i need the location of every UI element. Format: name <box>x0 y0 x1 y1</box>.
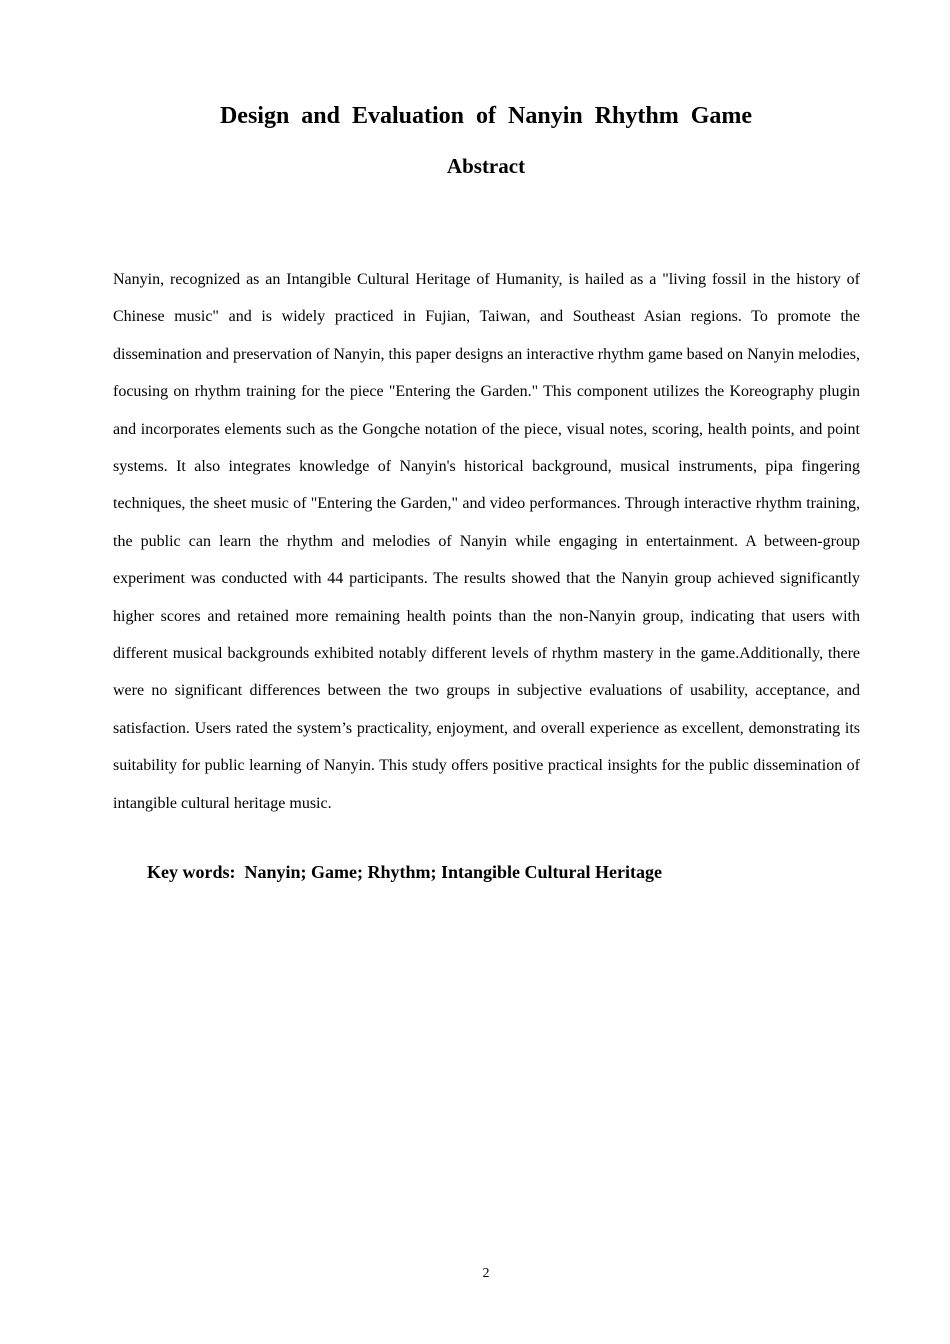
abstract-body: Nanyin, recognized as an Intangible Cultural Heritage of Humanity, is hailed as a "living fossil in the history of Chinese music" and is widely practiced in Fujian, Taiwan, and Southeast Asian regions. To promote the dissemination and preservation of Nanyin, this paper designs an interactive rhythm game based on Nanyin melodies, focusing on rhythm training for the piece "Entering the Garden." This component utilizes the Koreography plugin and incorporates elements such as the Gongche notation of the piece, visual notes, scoring, health points, and point systems. It also integrates knowledge of Nanyin's historical background, musical instruments, pipa fingering techniques, the sheet music of "Entering the Garden," and video performances. Through interactive rhythm training, the public can learn the rhythm and melodies of Nanyin while engaging in entertainment. A between-group experiment was conducted with 44 participants. The results showed that the Nanyin group achieved significantly higher scores and retained more remaining health points than the non-Nanyin group, indicating that users with different musical backgrounds exhibited notably different levels of rhythm mastery in the game.Additionally, there were no significant differences between the two groups in subjective evaluations of usability, acceptance, and satisfaction. Users rated the system’s practicality, enjoyment, and overall experience as excellent, demonstrating its suitability for public learning of Nanyin. This study offers positive practical insights for the public dissemination of intangible cultural heritage music. <box>113 271 860 812</box>
abstract-heading: Abstract <box>446 154 526 178</box>
page-number: 2 <box>482 1266 490 1281</box>
paper-title: Design and Evaluation of Nanyin Rhythm Game <box>219 103 753 129</box>
keywords-line: Key words: Nanyin; Game; Rhythm; Intangible Cultural Heritage <box>147 862 662 882</box>
